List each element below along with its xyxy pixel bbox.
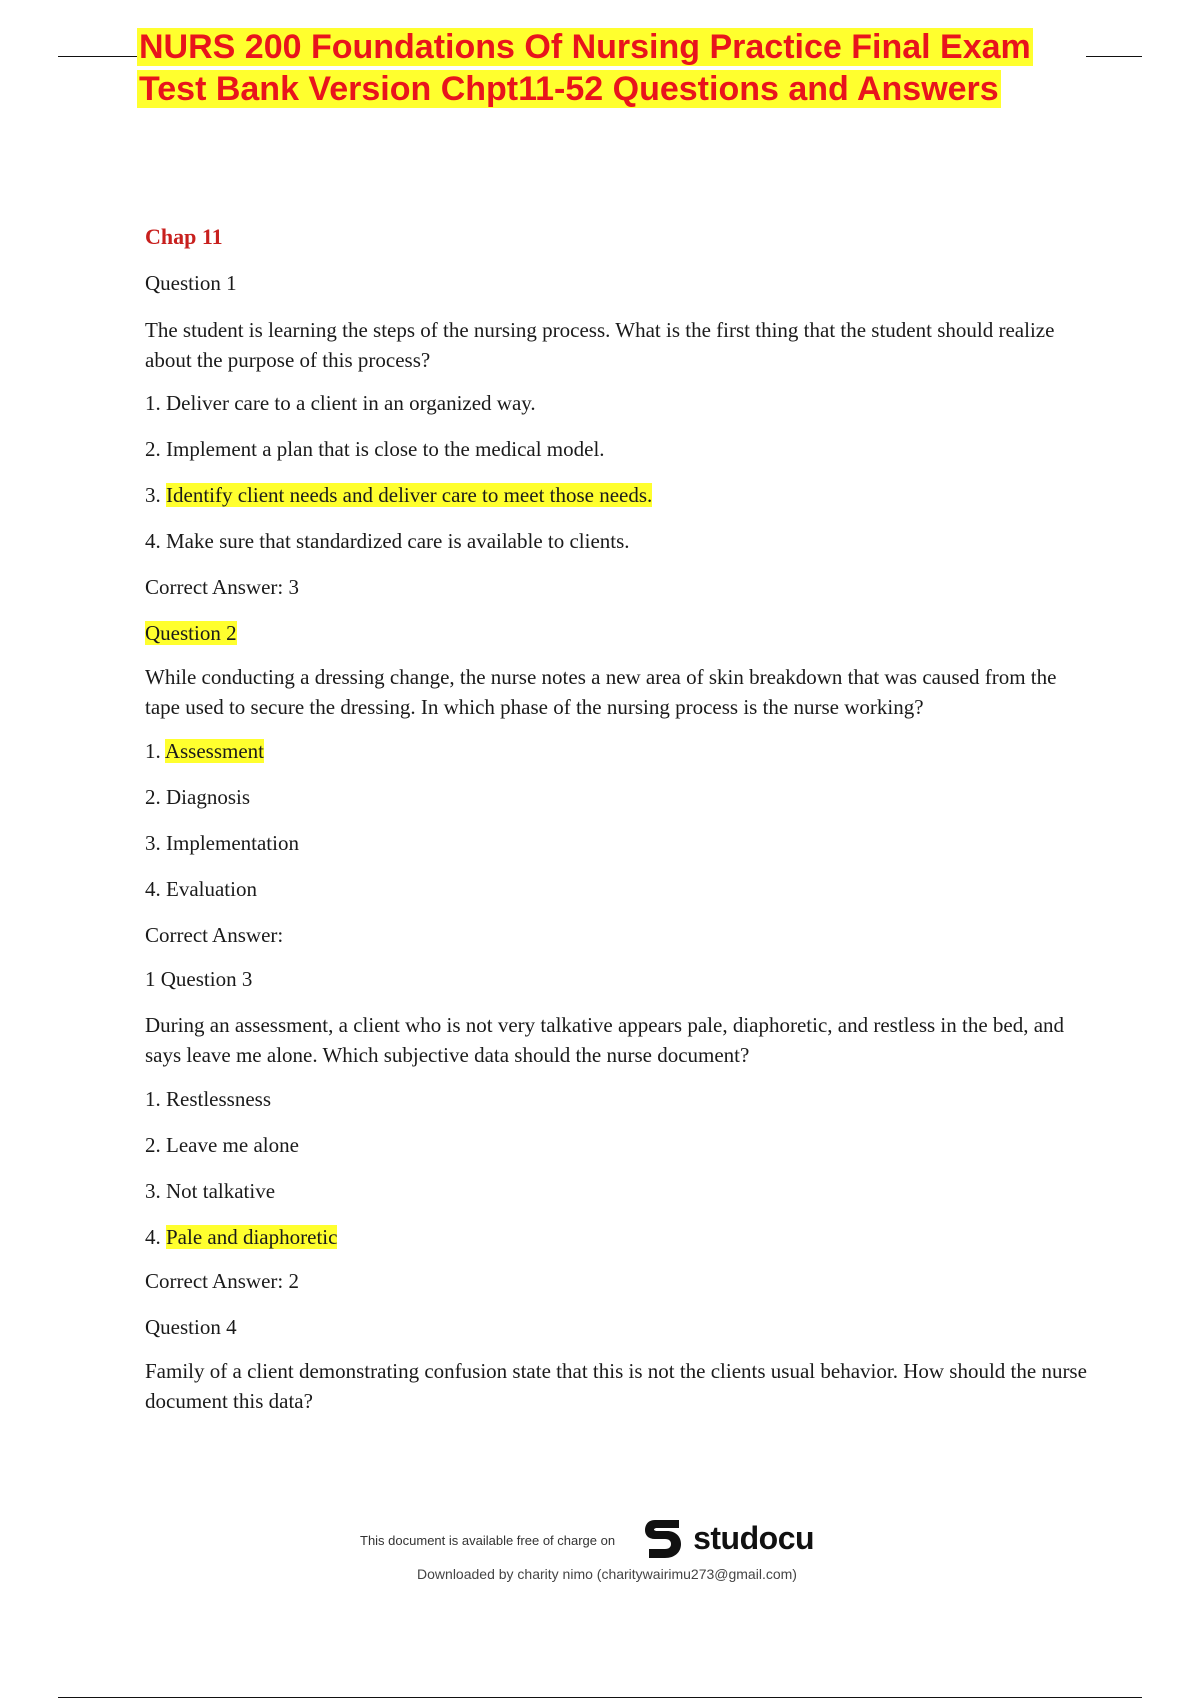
question-label: Question 1 [145, 271, 237, 295]
question-text: Family of a client demonstrating confusion state that this is not the clients usual behavior. How should the nurse document this data? [145, 1359, 1087, 1413]
answer-option-highlighted: 4. Pale and diaphoretic [145, 1225, 338, 1249]
highlighted-text: Assessment [164, 739, 265, 763]
chapter-heading: Chap 11 [145, 224, 223, 249]
correct-answer: Correct Answer: 3 [145, 575, 299, 599]
downloaded-by-note: Downloaded by charity nimo (charitywairimu273@gmail.com) [417, 1566, 797, 1582]
answer-option: 2. Implement a plan that is close to the medical model. [145, 437, 605, 461]
question-label: Question 4 [145, 1315, 237, 1339]
answer-option: 1. Restlessness [145, 1087, 271, 1111]
answer-option: 4. Evaluation [145, 877, 257, 901]
header-rule-left [58, 56, 137, 57]
question-label-highlighted: Question 2 [145, 621, 237, 645]
answer-option: 2. Diagnosis [145, 785, 250, 809]
answer-option: 4. Make sure that standardized care is available to clients. [145, 529, 630, 553]
answer-option-highlighted: 1. Assessment [145, 739, 265, 763]
question-text: The student is learning the steps of the nursing process. What is the first thing that the student should realize about the purpose of this process? [145, 318, 1055, 372]
studocu-wordmark: studocu [693, 1519, 815, 1556]
highlighted-text: Pale and diaphoretic [166, 1225, 338, 1249]
highlighted-text: Identify client needs and deliver care to meet those needs. [166, 483, 653, 507]
studocu-logo-icon [641, 1514, 687, 1562]
correct-answer: Correct Answer: 2 [145, 1269, 299, 1293]
studocu-logo[interactable] [641, 1514, 814, 1562]
correct-answer: Correct Answer: [145, 923, 284, 947]
answer-option-highlighted: 3. Identify client needs and deliver care to meet those needs. [145, 483, 653, 507]
answer-option: 3. Not talkative [145, 1179, 276, 1203]
document-title-line-1: NURS 200 Foundations Of Nursing Practice Final Exam [139, 28, 1031, 66]
question-text: During an assessment, a client who is not very talkative appears pale, diaphoretic, and restless in the bed, and says leave me alone. Which subjective data should the nurse document? [145, 1013, 1065, 1067]
document-title-line-2: Test Bank Version Chpt11-52 Questions and Answers [139, 70, 999, 108]
header-rule-right [1086, 56, 1142, 57]
answer-option: 3. Implementation [145, 831, 299, 855]
studocu-banner[interactable] [360, 1510, 814, 1566]
question-label: 1 Question 3 [145, 967, 253, 991]
answer-option: 1. Deliver care to a client in an organized way. [145, 391, 536, 415]
document-body [145, 222, 1090, 1416]
availability-note: This document is available free of charge on [360, 1532, 616, 1548]
answer-option: 2. Leave me alone [145, 1133, 299, 1157]
question-text: While conducting a dressing change, the nurse notes a new area of skin breakdown that was caused from the tape used to secure the dressing. In which phase of the nursing process is the nurse working? [145, 665, 1057, 719]
bottom-rule [58, 1697, 1142, 1698]
